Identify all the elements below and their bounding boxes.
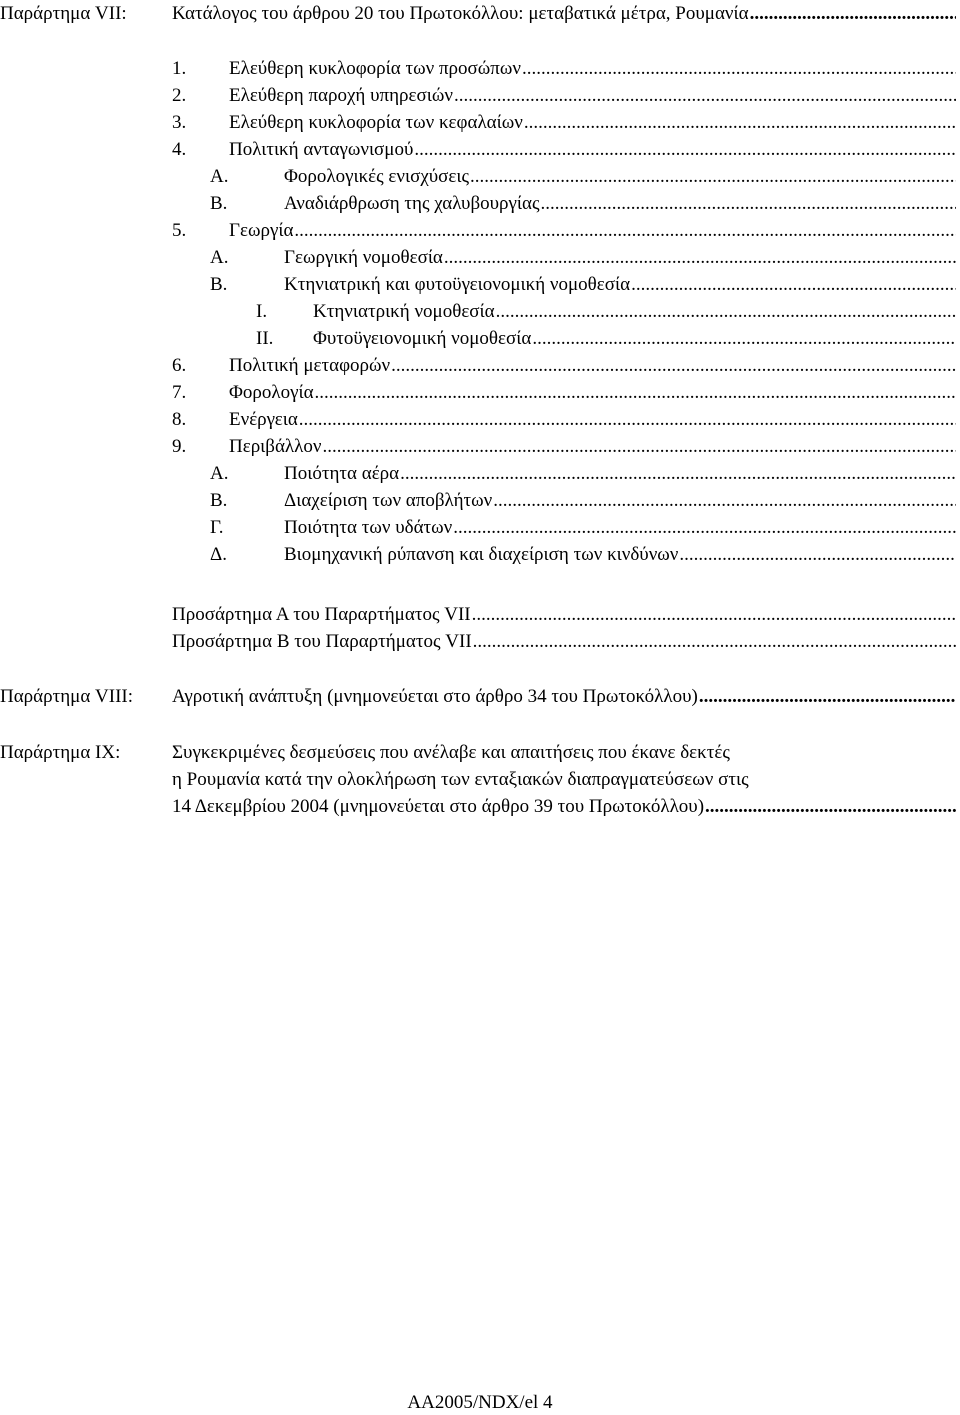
toc-entry-title: Φορολογικές ενισχύσεις	[284, 166, 470, 187]
toc-entry-appendix-b[interactable]: Προσάρτημα Β του Παραρτήματος VII .....	[0, 628, 960, 655]
toc-entry[interactable]	[0, 433, 960, 460]
toc-entry-number: Α.	[210, 247, 229, 268]
dot-leader	[444, 244, 956, 271]
toc-entry-title: Πολιτική ανταγωνισμού	[229, 139, 414, 160]
toc-entry-title: Ποιότητα αέρα	[284, 463, 400, 484]
dot-leader	[493, 487, 956, 514]
page-footer: AA2005/NDX/el 4	[407, 1392, 553, 1413]
toc-entry-number: 7.	[172, 382, 187, 403]
annex7-label: Παράρτημα VII:	[0, 3, 127, 24]
dot-leader	[541, 190, 956, 217]
dot-leader	[470, 163, 956, 190]
dot-leader	[631, 271, 956, 298]
toc-entry-annex8[interactable]: Παράρτημα VIII: Αγροτική ανάπτυξη (μνημονεύεται στο άρθρο 34 του Πρωτοκόλλου) .....	[0, 683, 960, 710]
annex9-line1: Παράρτημα IX: Συγκεκριμένες δεσμεύσεις που ανέλαβε και απαιτήσεις που έκανε δεκτές	[0, 739, 960, 766]
toc-entry-title: Βιομηχανική ρύπανση και διαχείριση των κινδύνων	[284, 544, 679, 565]
toc-entry-title: Ελεύθερη κυκλοφορία των προσώπων	[229, 58, 521, 79]
annex9-label: Παράρτημα IX:	[0, 742, 121, 763]
toc-entry[interactable]	[0, 352, 960, 379]
dot-leader	[391, 352, 956, 379]
toc-entry-number: Β.	[210, 193, 228, 214]
toc-entry-title: Διαχείριση των αποβλήτων	[284, 490, 493, 511]
dot-leader	[294, 217, 956, 244]
dot-leader	[454, 82, 956, 109]
dot-leader	[414, 136, 956, 163]
toc-entry[interactable]	[0, 541, 960, 568]
toc-entry-title: Ελεύθερη κυκλοφορία των κεφαλαίων	[229, 112, 523, 133]
dot-leader	[679, 541, 956, 568]
toc-entry[interactable]	[0, 271, 960, 298]
toc-entry[interactable]	[0, 460, 960, 487]
toc-entry[interactable]	[0, 379, 960, 406]
toc-entry-number: Β.	[210, 490, 228, 511]
toc-entry-title: Φυτοϋγειονομική νομοθεσία	[313, 328, 532, 349]
toc-entry-title: Περιβάλλον	[229, 436, 322, 457]
toc-entry[interactable]	[0, 514, 960, 541]
toc-entry-title: Γεωργία	[229, 220, 294, 241]
toc-entry[interactable]	[0, 406, 960, 433]
toc-entry[interactable]	[0, 190, 960, 217]
toc-entry-number: Γ.	[210, 517, 224, 538]
toc-entry-number: 8.	[172, 409, 187, 430]
annex8-label: Παράρτημα VIII:	[0, 686, 134, 707]
toc-entry-title: Ελεύθερη παροχή υπηρεσιών	[229, 85, 453, 106]
toc-entry-number: 6.	[172, 355, 187, 376]
toc-entry-number: 5.	[172, 220, 187, 241]
toc-entry-number: Α.	[210, 463, 229, 484]
toc-entry-title: Κτηνιατρική νομοθεσία	[313, 301, 495, 322]
dot-leader	[453, 514, 956, 541]
toc-entry-number: 4.	[172, 139, 187, 160]
toc-entry-title: Ενέργεια	[229, 409, 298, 430]
dot-leader	[522, 55, 956, 82]
toc-entry[interactable]	[0, 244, 960, 271]
toc-entry-number: ΙΙ.	[256, 328, 274, 349]
dot-leader	[532, 325, 956, 352]
toc-entry-title: Φορολογία	[229, 382, 314, 403]
toc-entry-appendix-a[interactable]: Προσάρτημα Α του Παραρτήματος VII .....	[0, 601, 960, 628]
annex7-heading	[0, 0, 960, 27]
toc-entry-number: Ι.	[256, 301, 268, 322]
annex7-title: Κατάλογος του άρθρου 20 του Πρωτοκόλλου: μεταβατικά μέτρα, Ρουμανία .....	[172, 0, 956, 27]
toc-entry[interactable]	[0, 82, 960, 109]
toc-entry-title: Ποιότητα των υδάτων	[284, 517, 453, 538]
toc-entry-number: Β.	[210, 274, 228, 295]
toc-entry[interactable]	[0, 163, 960, 190]
toc-entry[interactable]	[0, 298, 960, 325]
toc-entry-title: Πολιτική μεταφορών	[229, 355, 391, 376]
dot-leader	[400, 460, 956, 487]
toc-entry-number: Α.	[210, 166, 229, 187]
toc-entry[interactable]	[0, 109, 960, 136]
dot-leader	[299, 406, 956, 433]
toc-entry-number: 9.	[172, 436, 187, 457]
annex9-line2: η Ρουμανία κατά την ολοκλήρωση των ενταξιακών διαπραγματεύσεων στις	[172, 769, 749, 790]
dot-leader	[315, 379, 956, 406]
toc-entry[interactable]	[0, 136, 960, 163]
toc-entry[interactable]	[0, 55, 960, 82]
toc-entry[interactable]	[0, 487, 960, 514]
toc-entry-number: 1.	[172, 58, 187, 79]
toc-entry-title: Κτηνιατρική και φυτοϋγειονομική νομοθεσία	[284, 274, 631, 295]
toc-entry-annex9[interactable]: 14 Δεκεμβρίου 2004 (μνημονεύεται στο άρθρο 39 του Πρωτοκόλλου) .....	[0, 793, 960, 820]
toc-entry-title: Αναδιάρθρωση της χαλυβουργίας	[284, 193, 540, 214]
dot-leader	[322, 433, 956, 460]
toc-entry-title: Γεωργική νομοθεσία	[284, 247, 443, 268]
toc-entry-number: 3.	[172, 112, 187, 133]
dot-leader	[524, 109, 956, 136]
toc-entry-number: Δ.	[210, 544, 227, 565]
toc-entry[interactable]	[0, 325, 960, 352]
dot-leader	[496, 298, 956, 325]
toc-entry-number: 2.	[172, 85, 187, 106]
toc-entry[interactable]	[0, 217, 960, 244]
